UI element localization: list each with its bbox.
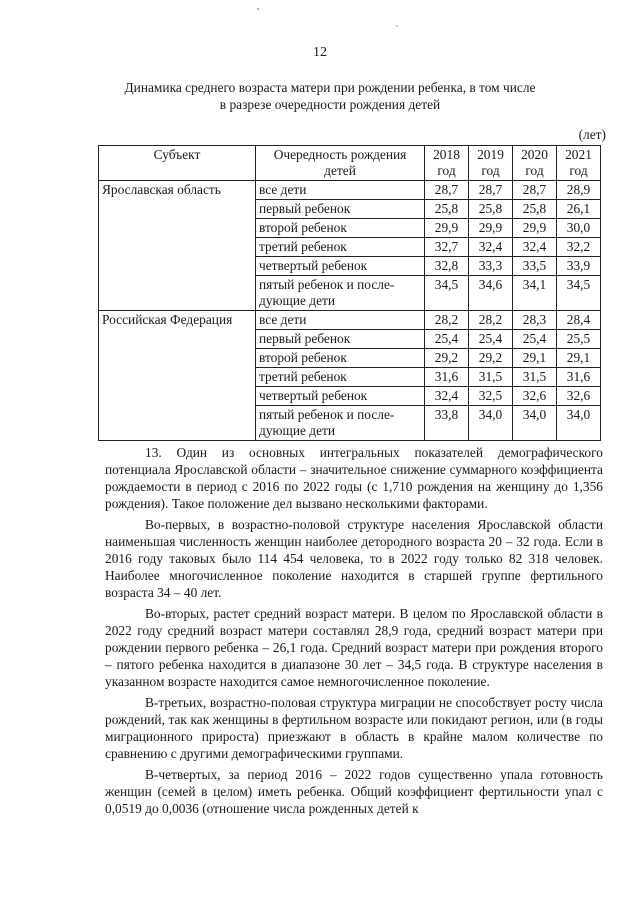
order-cell: четвертый ребенок [256,387,425,406]
title-line-1: Динамика среднего возраста матери при рождении ребенка, в том числе [124,80,536,95]
table-row [99,311,601,330]
value-cell: 28,3 [513,311,557,330]
order-cell: пятый ребенок и после- дующие дети [256,276,425,311]
value-cell: 28,7 [425,181,469,200]
value-cell: 31,6 [557,368,601,387]
order-cell: первый ребенок [256,330,425,349]
paragraph: 13. Один из основных интегральных показателей демографического потенциала Ярославской области – значительное снижение суммарного коэффициента рождаемости в период с 2016 по 2022 годы (с 1,710 рождения на женщину до 1,356 рождения). Такое положение дел вызвано несколькими факторами. [105,445,603,511]
value-cell: 32,2 [557,238,601,257]
paragraph: Во-первых, в возрастно-половой структуре населения Ярославской области наименьшая численность женщин наиболее детородного возраста 20 – 32 года. Если в 2016 году таковых было 114 454 человека, то в 2022 году только 82 318 человек. Наиболее многочисленное поколение находится в старшей группе фертильного возраста 34 – 40 лет. [105,517,603,600]
table-row [99,387,601,406]
value-cell: 28,2 [425,311,469,330]
value-cell: 33,9 [557,257,601,276]
paragraph: В-четвертых, за период 2016 – 2022 годов существенно упала готовность женщин (семей в целом) иметь ребенка. Общий коэффициент фертильности упал с 0,0519 до 0,0036 (отношение числа рожденных детей к [105,767,603,816]
value-cell: 34,1 [513,276,557,311]
value-cell: 32,4 [513,238,557,257]
header-year-2020: 2020 год [513,146,557,181]
paragraph: В-третьих, возрастно-половая структура миграции не способствует росту числа рождений, так как женщины в фертильном возрасте или покидают регион, или (в годы миграционного прироста) приезжают в область в крайне малом количестве по сравнению с другими демографическими группами. [105,695,603,761]
value-cell: 31,5 [513,368,557,387]
value-cell: 32,6 [513,387,557,406]
order-cell: все дети [256,181,425,200]
value-cell: 29,2 [425,349,469,368]
value-cell: 29,2 [469,349,513,368]
order-cell: второй ребенок [256,219,425,238]
header-year-2019: 2019 год [469,146,513,181]
value-cell: 33,3 [469,257,513,276]
order-cell: второй ребенок [256,349,425,368]
value-cell: 25,4 [513,330,557,349]
value-cell: 25,5 [557,330,601,349]
value-cell: 33,8 [425,406,469,441]
value-cell: 32,5 [469,387,513,406]
table-row [99,181,601,200]
mother-age-table [98,145,601,441]
value-cell: 28,4 [557,311,601,330]
value-cell: 32,4 [469,238,513,257]
value-cell: 30,0 [557,219,601,238]
subject-cell: Ярославская область [99,181,256,200]
table-row [99,200,601,219]
value-cell: 25,8 [469,200,513,219]
value-cell: 25,8 [513,200,557,219]
value-cell: 26,1 [557,200,601,219]
value-cell: 28,2 [469,311,513,330]
value-cell: 32,8 [425,257,469,276]
header-birth-order: Очередность рождения детей [256,146,425,181]
value-cell: 29,9 [469,219,513,238]
value-cell: 34,6 [469,276,513,311]
order-cell: все дети [256,311,425,330]
header-year-2021: 2021 год [557,146,601,181]
value-cell: 34,0 [513,406,557,441]
value-cell: 29,9 [513,219,557,238]
table-header-row [99,146,601,181]
value-cell: 25,8 [425,200,469,219]
value-cell: 25,4 [469,330,513,349]
title-line-2: в разрезе очередности рождения детей [219,97,441,112]
table-row [99,406,601,441]
table-row [99,349,601,368]
order-cell: четвертый ребенок [256,257,425,276]
table-row [99,330,601,349]
value-cell: 32,6 [557,387,601,406]
value-cell: 28,7 [469,181,513,200]
value-cell: 29,1 [557,349,601,368]
value-cell: 34,5 [425,276,469,311]
value-cell: 31,6 [425,368,469,387]
body-text [105,444,603,821]
header-year-2018: 2018 год [425,146,469,181]
value-cell: 29,1 [513,349,557,368]
table-row [99,276,601,311]
header-subject: Субъект [99,146,256,181]
value-cell: 34,0 [557,406,601,441]
value-cell: 32,7 [425,238,469,257]
paragraph: Во-вторых, растет средний возраст матери. В целом по Ярославской области в 2022 году средний возраст матери составлял 28,9 года, средний возраст матери при рождении первого ребенка – 26,1 года. Средний возраст матери при рождения второго – пятого ребенка находится в диапазоне 30 лет – 34,5 года. В структуре населения в указанном возрасте находится самое немногочисленное поколение. [105,606,603,689]
value-cell: 28,7 [513,181,557,200]
value-cell: 31,5 [469,368,513,387]
value-cell: 34,5 [557,276,601,311]
value-cell: 32,4 [425,387,469,406]
value-cell: 29,9 [425,219,469,238]
order-cell: пятый ребенок и после- дующие дети [256,406,425,441]
order-cell: третий ребенок [256,368,425,387]
table-row [99,368,601,387]
subject-cell: Российская Федерация [99,311,256,330]
table-row [99,238,601,257]
value-cell: 33,5 [513,257,557,276]
table-row [99,219,601,238]
table-title [100,79,560,113]
order-cell: первый ребенок [256,200,425,219]
value-cell: 28,9 [557,181,601,200]
page-number: 12 [313,45,327,60]
units-label: (лет) [578,127,606,142]
value-cell: 25,4 [425,330,469,349]
table-row [99,257,601,276]
order-cell: третий ребенок [256,238,425,257]
value-cell: 34,0 [469,406,513,441]
